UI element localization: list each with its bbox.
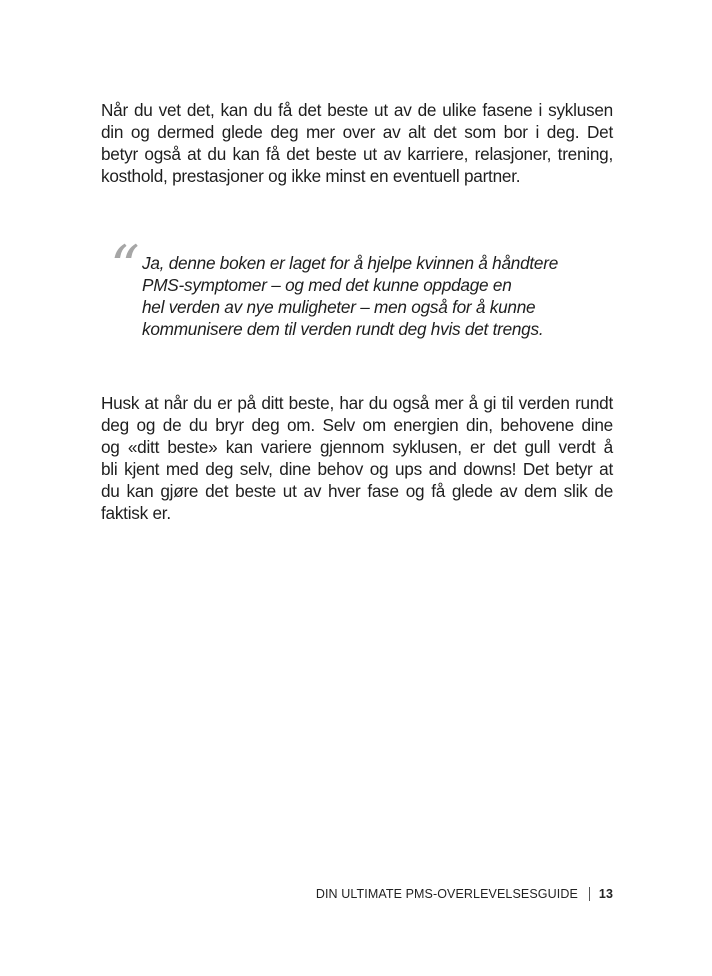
text-line: din og dermed glede deg mer over av alt det som bor i deg. Det (101, 122, 613, 142)
quote-line: kommunisere dem til verden rundt deg hvis det trengs. (142, 319, 544, 339)
page-number: 13 (598, 887, 613, 901)
page-footer (316, 884, 613, 904)
body-paragraph-1 (101, 99, 613, 187)
quote-line: Ja, denne boken er laget for å hjelpe kvinnen å håndtere (142, 253, 558, 273)
pull-quote (142, 252, 612, 340)
text-line: betyr også at du kan få det beste ut av karriere, relasjoner, trening, (101, 144, 613, 164)
text-line: bli kjent med deg selv, dine behov og ups and downs! Det betyr at (101, 459, 613, 479)
quote-line: hel verden av nye muligheter – men også for å kunne (142, 297, 536, 317)
text-line: kosthold, prestasjoner og ikke minst en eventuell partner. (101, 166, 521, 186)
text-line: Når du vet det, kan du få det beste ut av de ulike fasene i syklusen (101, 100, 613, 120)
quote-mark-icon: “ (110, 233, 140, 301)
text-line: du kan gjøre det beste ut av hver fase og få glede av dem slik de (101, 481, 613, 501)
text-line: deg og de du bryr deg om. Selv om energien din, behovene dine (101, 415, 613, 435)
text-line: faktisk er. (101, 503, 171, 523)
body-paragraph-2 (101, 392, 613, 524)
text-line: og «ditt beste» kan variere gjennom syklusen, er det gull verdt å (101, 437, 613, 457)
quote-line: PMS-symptomer – og med det kunne oppdage en (142, 275, 512, 295)
running-title: DIN ULTIMATE PMS-OVERLEVELSESGUIDE (315, 887, 578, 901)
footer-divider (589, 887, 590, 901)
text-line: Husk at når du er på ditt beste, har du også mer å gi til verden rundt (101, 393, 613, 413)
